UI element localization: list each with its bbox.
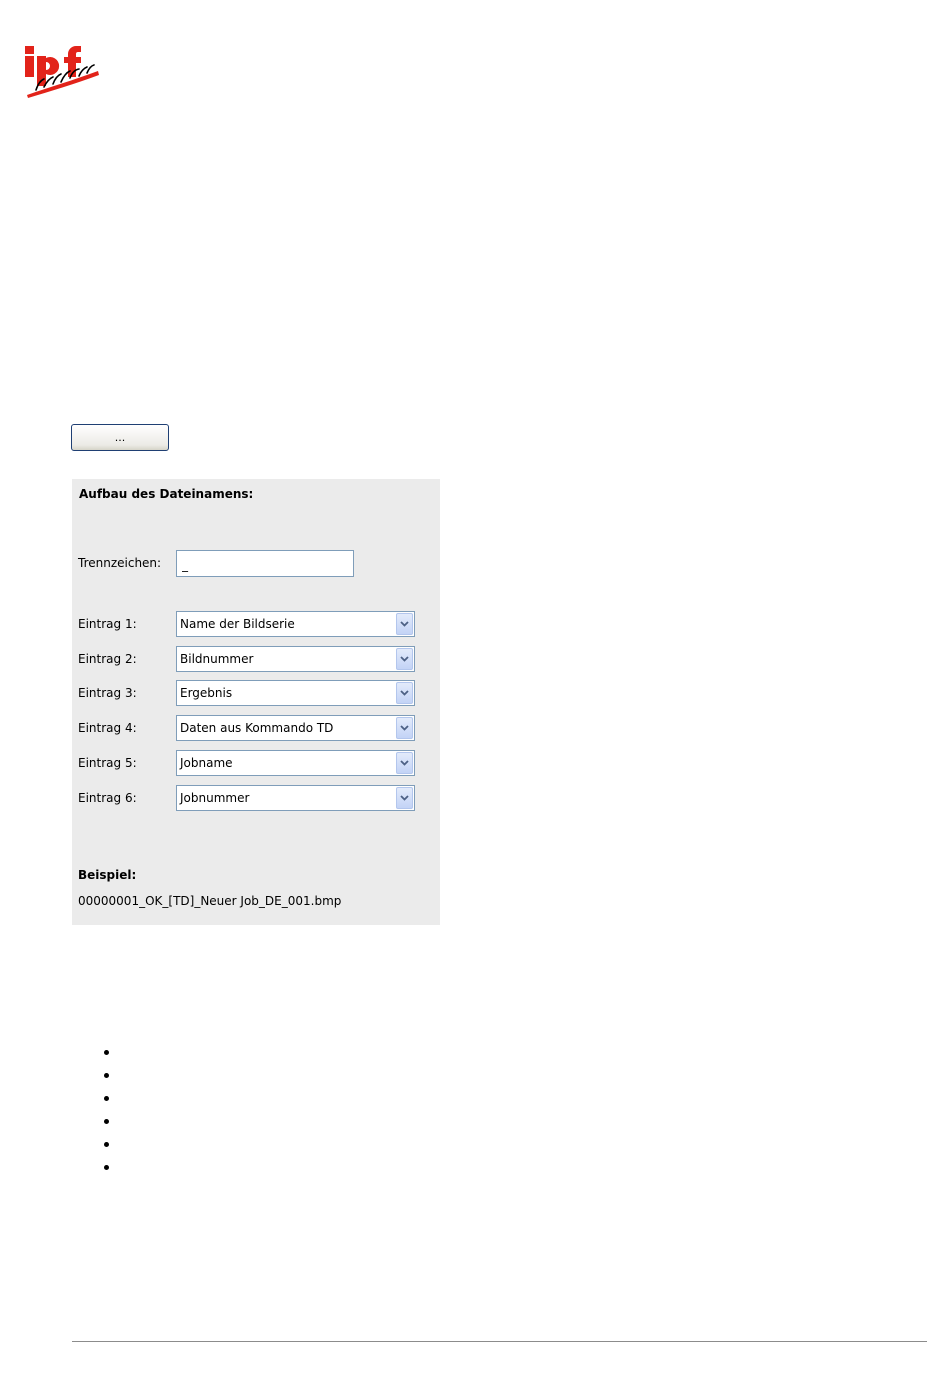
example-filename: 00000001_OK_[TD]_Neuer Job_DE_001.bmp <box>78 894 342 908</box>
entry-6-value: Jobnummer <box>180 791 250 805</box>
entry-3-label: Eintrag 3: <box>78 686 137 700</box>
entry-4-label: Eintrag 4: <box>78 721 137 735</box>
chevron-down-icon[interactable] <box>396 752 413 774</box>
entry-1-select[interactable] <box>176 611 415 637</box>
entry-6-label: Eintrag 6: <box>78 791 137 805</box>
footer-divider <box>72 1341 927 1342</box>
entry-6-select[interactable] <box>176 785 415 811</box>
filename-structure-panel <box>72 479 440 925</box>
ipf-electronic-logo <box>22 40 102 102</box>
chevron-down-icon[interactable] <box>396 717 413 739</box>
bullet-icon <box>104 1073 109 1078</box>
entry-2-value: Bildnummer <box>180 652 254 666</box>
chevron-down-icon[interactable] <box>396 787 413 809</box>
bullet-icon <box>104 1096 109 1101</box>
entry-5-value: Jobname <box>180 756 233 770</box>
bullet-icon <box>104 1142 109 1147</box>
separator-input[interactable] <box>176 550 354 577</box>
bullet-icon <box>104 1119 109 1124</box>
entry-4-select[interactable] <box>176 715 415 741</box>
entry-4-value: Daten aus Kommando TD <box>180 721 334 735</box>
entry-1-label: Eintrag 1: <box>78 617 137 631</box>
entry-5-select[interactable] <box>176 750 415 776</box>
chevron-down-icon[interactable] <box>396 648 413 670</box>
entry-1-value: Name der Bildserie <box>180 617 295 631</box>
entry-2-select[interactable] <box>176 646 415 672</box>
browse-button[interactable]: ... <box>71 424 169 451</box>
bullet-icon <box>104 1165 109 1170</box>
entry-5-label: Eintrag 5: <box>78 756 137 770</box>
example-label: Beispiel: <box>78 868 137 882</box>
separator-label: Trennzeichen: <box>78 556 162 570</box>
chevron-down-icon[interactable] <box>396 613 413 635</box>
panel-title: Aufbau des Dateinamens: <box>79 487 254 501</box>
entry-3-select[interactable] <box>176 680 415 706</box>
bullet-icon <box>104 1050 109 1055</box>
entry-3-value: Ergebnis <box>180 686 233 700</box>
entry-2-label: Eintrag 2: <box>78 652 137 666</box>
chevron-down-icon[interactable] <box>396 682 413 704</box>
